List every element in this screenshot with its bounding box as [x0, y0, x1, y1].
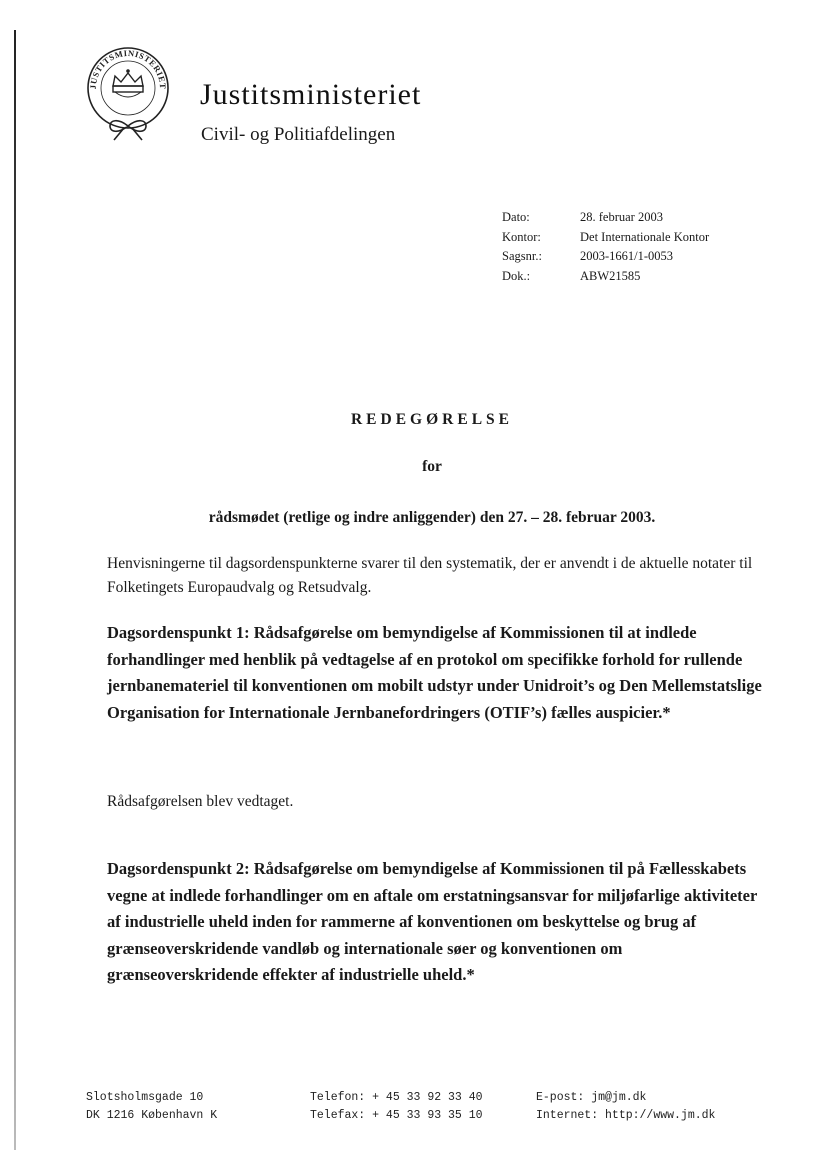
department-name: Civil- og Politiafdelingen [201, 124, 396, 145]
agenda-item-1 [107, 620, 767, 726]
footer-fax: Telefax: + 45 33 93 35 10 [310, 1109, 483, 1122]
ministry-seal-logo [80, 40, 176, 150]
footer-internet: Internet: http://www.jm.dk [536, 1109, 716, 1122]
document-for-line: for [422, 458, 442, 475]
meta-value: Det Internationale Kontor [580, 229, 710, 244]
document-title: REDEGØRELSE [350, 411, 513, 428]
agenda-item-label: Dagsordenspunkt 2: [107, 859, 250, 878]
meta-row-case-number [502, 249, 709, 269]
meta-value: ABW21585 [580, 268, 641, 283]
agenda-item-text: Rådsafgørelse om bemyndigelse af Kommissionen til at indlede forhandlinger med henblik på vedtagelse af en protokol om specifikke forhold for rullende jernbanemateriel til konventionen om mobilt udstyr under Unidroit’s og Den Mellemstatslige Organisation for Internationale Jernbanefordringers (OTIF’s) fælles auspicier.* [107, 623, 762, 722]
scan-edge-line [14, 30, 16, 1150]
agenda-item-label: Dagsordenspunkt 1: [107, 623, 250, 642]
footer-email: E-post: jm@jm.dk [536, 1091, 647, 1104]
ministry-name: Justitsministeriet [200, 78, 422, 111]
document-metadata [502, 210, 709, 288]
svg-text:JUSTITSMINISTERIET: JUSTITSMINISTERIET [87, 47, 169, 90]
meta-label: Dok.: [502, 268, 531, 283]
meta-row-doc-number [502, 269, 709, 289]
meta-label: Kontor: [502, 229, 541, 244]
meta-row-date [502, 210, 709, 230]
footer-phone-block [310, 1089, 483, 1125]
footer-address [86, 1089, 217, 1125]
meta-label: Dato: [502, 210, 530, 224]
agenda-item-2 [107, 856, 767, 989]
intro-paragraph: Henvisningerne til dagsordenspunkterne svarer til den systematik, der er anvendt i de aktuelle notater til Folketingets Europaudvalg og Retsudvalg. [107, 555, 753, 596]
agenda-item-1-result: Rådsafgørelsen blev vedtaget. [107, 793, 294, 810]
meta-value: 28. februar 2003 [580, 210, 663, 224]
meta-value: 2003-1661/1-0053 [580, 249, 674, 263]
meta-row-office [502, 230, 709, 250]
footer-phone: Telefon: + 45 33 92 33 40 [310, 1091, 483, 1104]
footer-city: DK 1216 København K [86, 1109, 218, 1122]
footer-contact-block [536, 1089, 715, 1125]
document-subtitle: rådsmødet (retlige og indre anliggender) den 27. – 28. februar 2003. [208, 509, 656, 526]
footer-street: Slotsholmsgade 10 [86, 1091, 204, 1104]
meta-label: Sagsnr.: [502, 249, 542, 263]
agenda-item-text: Rådsafgørelse om bemyndigelse af Kommissionen til på Fællesskabets vegne at indlede forhandlinger om en aftale om erstatningsansvar for miljøfarlige aktiviteter af industrielle uheld inden for rammerne af konventionen om beskyttelse og brug af grænseoverskridende vandløb og internationale søer og konventionen om grænseoverskridende effekter af industrielle uheld.* [107, 859, 757, 984]
